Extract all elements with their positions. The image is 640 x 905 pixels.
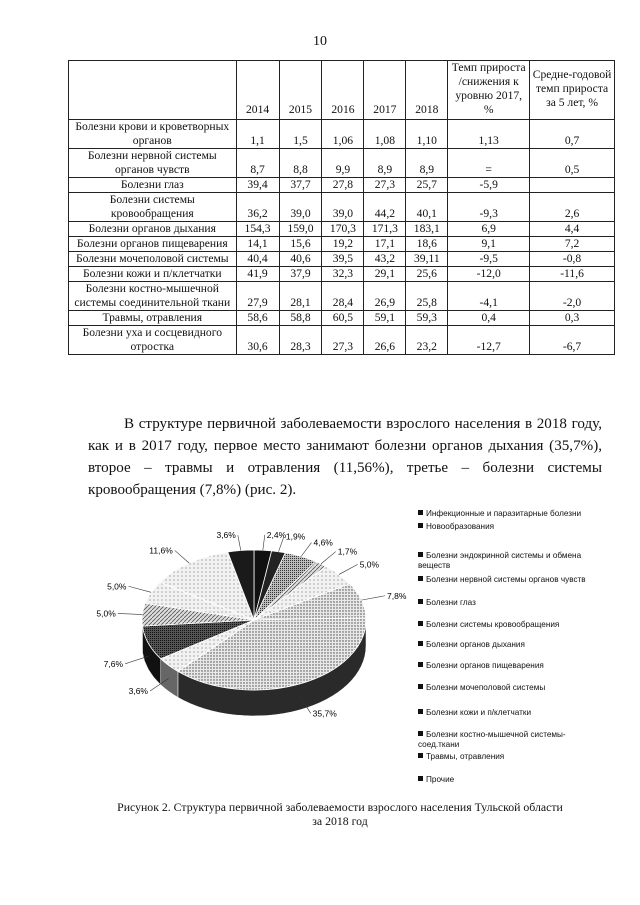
table-cell: 60,5 [322,311,364,326]
table-cell: 28,3 [279,326,322,355]
legend-label: Болезни костно-мышечной системы-соед.ткани [418,730,566,749]
table-header-cell: Темп прироста /снижения к уровню 2017, % [448,61,530,120]
table-cell: 25,6 [406,267,448,282]
table-cell: 43,2 [364,252,406,267]
leader-line [321,552,336,564]
table-cell: -11,6 [530,267,615,282]
legend-swatch [418,709,423,714]
legend-label: Болезни органов пищеварения [426,661,544,670]
legend-item [418,551,586,571]
table-cell: -4,1 [448,282,530,311]
table-cell: 183,1 [406,222,448,237]
legend-label: Болезни глаз [426,598,476,607]
table-row [69,326,615,355]
legend-swatch [418,731,423,736]
table-cell: 39,0 [279,193,322,222]
table-cell: 23,2 [406,326,448,355]
table-cell: 1,06 [322,120,364,149]
table-cell: 1,5 [279,120,322,149]
table-cell: 171,3 [364,222,406,237]
table-cell: 9,9 [322,149,364,178]
leader-line [263,535,265,550]
legend-item [418,598,586,608]
table-cell [530,178,615,193]
slice-value-label: 4,6% [313,537,333,548]
table-cell: 36,2 [236,193,279,222]
slice-value-label: 2,4% [266,529,287,540]
leader-line [175,550,189,563]
table-cell: 25,8 [406,282,448,311]
body-paragraph: В структуре первичной заболеваемости взрослого населения в 2018 году, как и в 2017 году, первое место занимают болезни органов дыхания (35,7%), второе – травмы и отравления (11,56%), третье – болезни системы кровообращения (7,8%) (рис. 2). [88,416,602,498]
table-row [69,252,615,267]
slice-value-label: 35,7% [312,708,337,719]
legend-swatch [418,753,423,758]
leader-line [361,596,385,600]
legend-label: Новообразования [426,522,495,531]
table-cell: -9,5 [448,252,530,267]
table-cell: 2,6 [530,193,615,222]
row-label: Болезни костно-мышечной системы соединительной ткани [69,282,237,311]
table-cell: 39,5 [322,252,364,267]
legend-item [418,775,586,785]
figure-caption [70,800,610,828]
table-cell: 28,4 [322,282,364,311]
table-cell: 29,1 [364,267,406,282]
legend-label: Болезни системы кровообращения [426,620,560,629]
caption-line-1: Рисунок 2. Структура первичной заболеваемости взрослого населения Тульской области [117,800,563,814]
table-cell: 28,1 [279,282,322,311]
legend-item [418,522,586,532]
table-header-cell: 2017 [364,61,406,120]
table-cell: 154,3 [236,222,279,237]
table-row [69,282,615,311]
table-cell: 27,3 [364,178,406,193]
legend-item [418,730,586,750]
table-row [69,237,615,252]
table-cell: -12,0 [448,267,530,282]
table-cell: 18,6 [406,237,448,252]
table-cell: 40,1 [406,193,448,222]
table-cell: 41,9 [236,267,279,282]
table-cell: 26,6 [364,326,406,355]
table-header-cell [69,61,237,120]
row-label: Болезни глаз [69,178,237,193]
table-cell: 170,3 [322,222,364,237]
table-cell: 37,7 [279,178,322,193]
table-cell: 0,4 [448,311,530,326]
leader-line [301,543,311,557]
legend-label: Прочие [426,775,455,784]
table-cell: 26,9 [364,282,406,311]
table-cell: -2,0 [530,282,615,311]
table-cell: 159,0 [279,222,322,237]
leader-line [339,564,358,574]
table-cell: 25,7 [406,178,448,193]
table-cell: 39,4 [236,178,279,193]
legend-swatch [418,510,423,515]
table-cell: 1,13 [448,120,530,149]
table-header-cell: 2016 [322,61,364,120]
table-cell: 1,10 [406,120,448,149]
legend-label: Травмы, отравления [426,752,505,761]
table-header-cell: 2015 [279,61,322,120]
slice-value-label: 3,6% [216,530,236,541]
legend-label: Болезни органов дыхания [426,640,525,649]
table-cell: 59,1 [364,311,406,326]
pie-chart [84,502,424,752]
leader-line [118,613,143,614]
row-label: Болезни кожи и п/клетчатки [69,267,237,282]
morbidity-table [68,60,615,355]
legend-label: Болезни эндокринной системы и обмена веществ [418,551,582,570]
legend-label: Болезни кожи и п/клетчатки [426,708,532,717]
table-cell: 27,8 [322,178,364,193]
slice-value-label: 7,8% [387,590,407,601]
slice-value-label: 1,9% [285,531,306,542]
table-cell: 59,3 [406,311,448,326]
slice-value-label: 1,7% [337,546,358,557]
legend-swatch [418,576,423,581]
table-cell: 0,3 [530,311,615,326]
table-cell: -9,3 [448,193,530,222]
table-cell: 6,9 [448,222,530,237]
legend-label: Инфекционные и паразитарные болезни [426,509,582,518]
table-cell: 32,3 [322,267,364,282]
table-cell: 8,8 [279,149,322,178]
row-label: Болезни мочеполовой системы [69,252,237,267]
slice-value-label: 5,0% [107,581,127,592]
table-cell: 14,1 [236,237,279,252]
table-header-cell: Средне-годовой темп прироста за 5 лет, % [530,61,615,120]
table-cell: 19,2 [322,237,364,252]
table-cell: 39,11 [406,252,448,267]
leader-line [128,586,151,592]
table-header-cell: 2014 [236,61,279,120]
legend-item [418,708,586,718]
row-label: Болезни системы кровообращения [69,193,237,222]
table-row [69,193,615,222]
table-cell: 40,6 [279,252,322,267]
table-row [69,120,615,149]
table-cell: 0,7 [530,120,615,149]
legend-swatch [418,662,423,667]
legend-label: Болезни нервной системы органов чувств [426,575,586,584]
table-row [69,267,615,282]
row-label: Болезни уха и сосцевидного отростка [69,326,237,355]
table-cell: 1,1 [236,120,279,149]
table-cell: 58,6 [236,311,279,326]
table-row [69,222,615,237]
caption-line-2: за 2018 год [312,814,368,828]
legend-item [418,661,586,671]
table-cell: 58,8 [279,311,322,326]
table-cell: 40,4 [236,252,279,267]
table-cell: -5,9 [448,178,530,193]
row-label: Болезни органов пищеварения [69,237,237,252]
legend-item [418,640,586,650]
table-header-row [69,61,615,120]
legend-item [418,752,586,762]
table-row [69,311,615,326]
row-label: Травмы, отравления [69,311,237,326]
table-cell: 39,0 [322,193,364,222]
slice-value-label: 11,6% [149,545,173,556]
table-row [69,178,615,193]
legend-swatch [418,599,423,604]
page-number: 10 [313,34,327,49]
legend-swatch [418,776,423,781]
legend-swatch [418,621,423,626]
table-row [69,149,615,178]
table-cell: = [448,149,530,178]
table-cell: -0,8 [530,252,615,267]
table-cell: 27,3 [322,326,364,355]
legend-label: Болезни мочеполовой системы [426,683,546,692]
slice-value-label: 3,6% [128,685,148,696]
legend-item [418,620,586,630]
table-cell: -6,7 [530,326,615,355]
table-cell: 8,9 [406,149,448,178]
row-label: Болезни нервной системы органов чувств [69,149,237,178]
legend-swatch [418,552,423,557]
table-cell: 17,1 [364,237,406,252]
table-cell: 0,5 [530,149,615,178]
row-label: Болезни органов дыхания [69,222,237,237]
table-cell: 8,7 [236,149,279,178]
legend-swatch [418,523,423,528]
table-cell: 7,2 [530,237,615,252]
table-cell: 8,9 [364,149,406,178]
row-label: Болезни крови и кроветворных органов [69,120,237,149]
table-cell: 30,6 [236,326,279,355]
table-cell: 9,1 [448,237,530,252]
table-cell: 1,08 [364,120,406,149]
legend-swatch [418,684,423,689]
slice-value-label: 5,0% [96,608,116,619]
legend-item [418,509,586,519]
table-cell: 44,2 [364,193,406,222]
leader-line [238,535,241,550]
table-cell: 4,4 [530,222,615,237]
legend-item [418,683,586,693]
legend-item [418,575,586,585]
slice-value-label: 5,0% [359,559,380,570]
table-cell: 27,9 [236,282,279,311]
slice-value-label: 7,6% [103,658,124,669]
table-cell: -12,7 [448,326,530,355]
legend-swatch [418,641,423,646]
table-cell: 37,9 [279,267,322,282]
table-header-cell: 2018 [406,61,448,120]
table-cell: 15,6 [279,237,322,252]
